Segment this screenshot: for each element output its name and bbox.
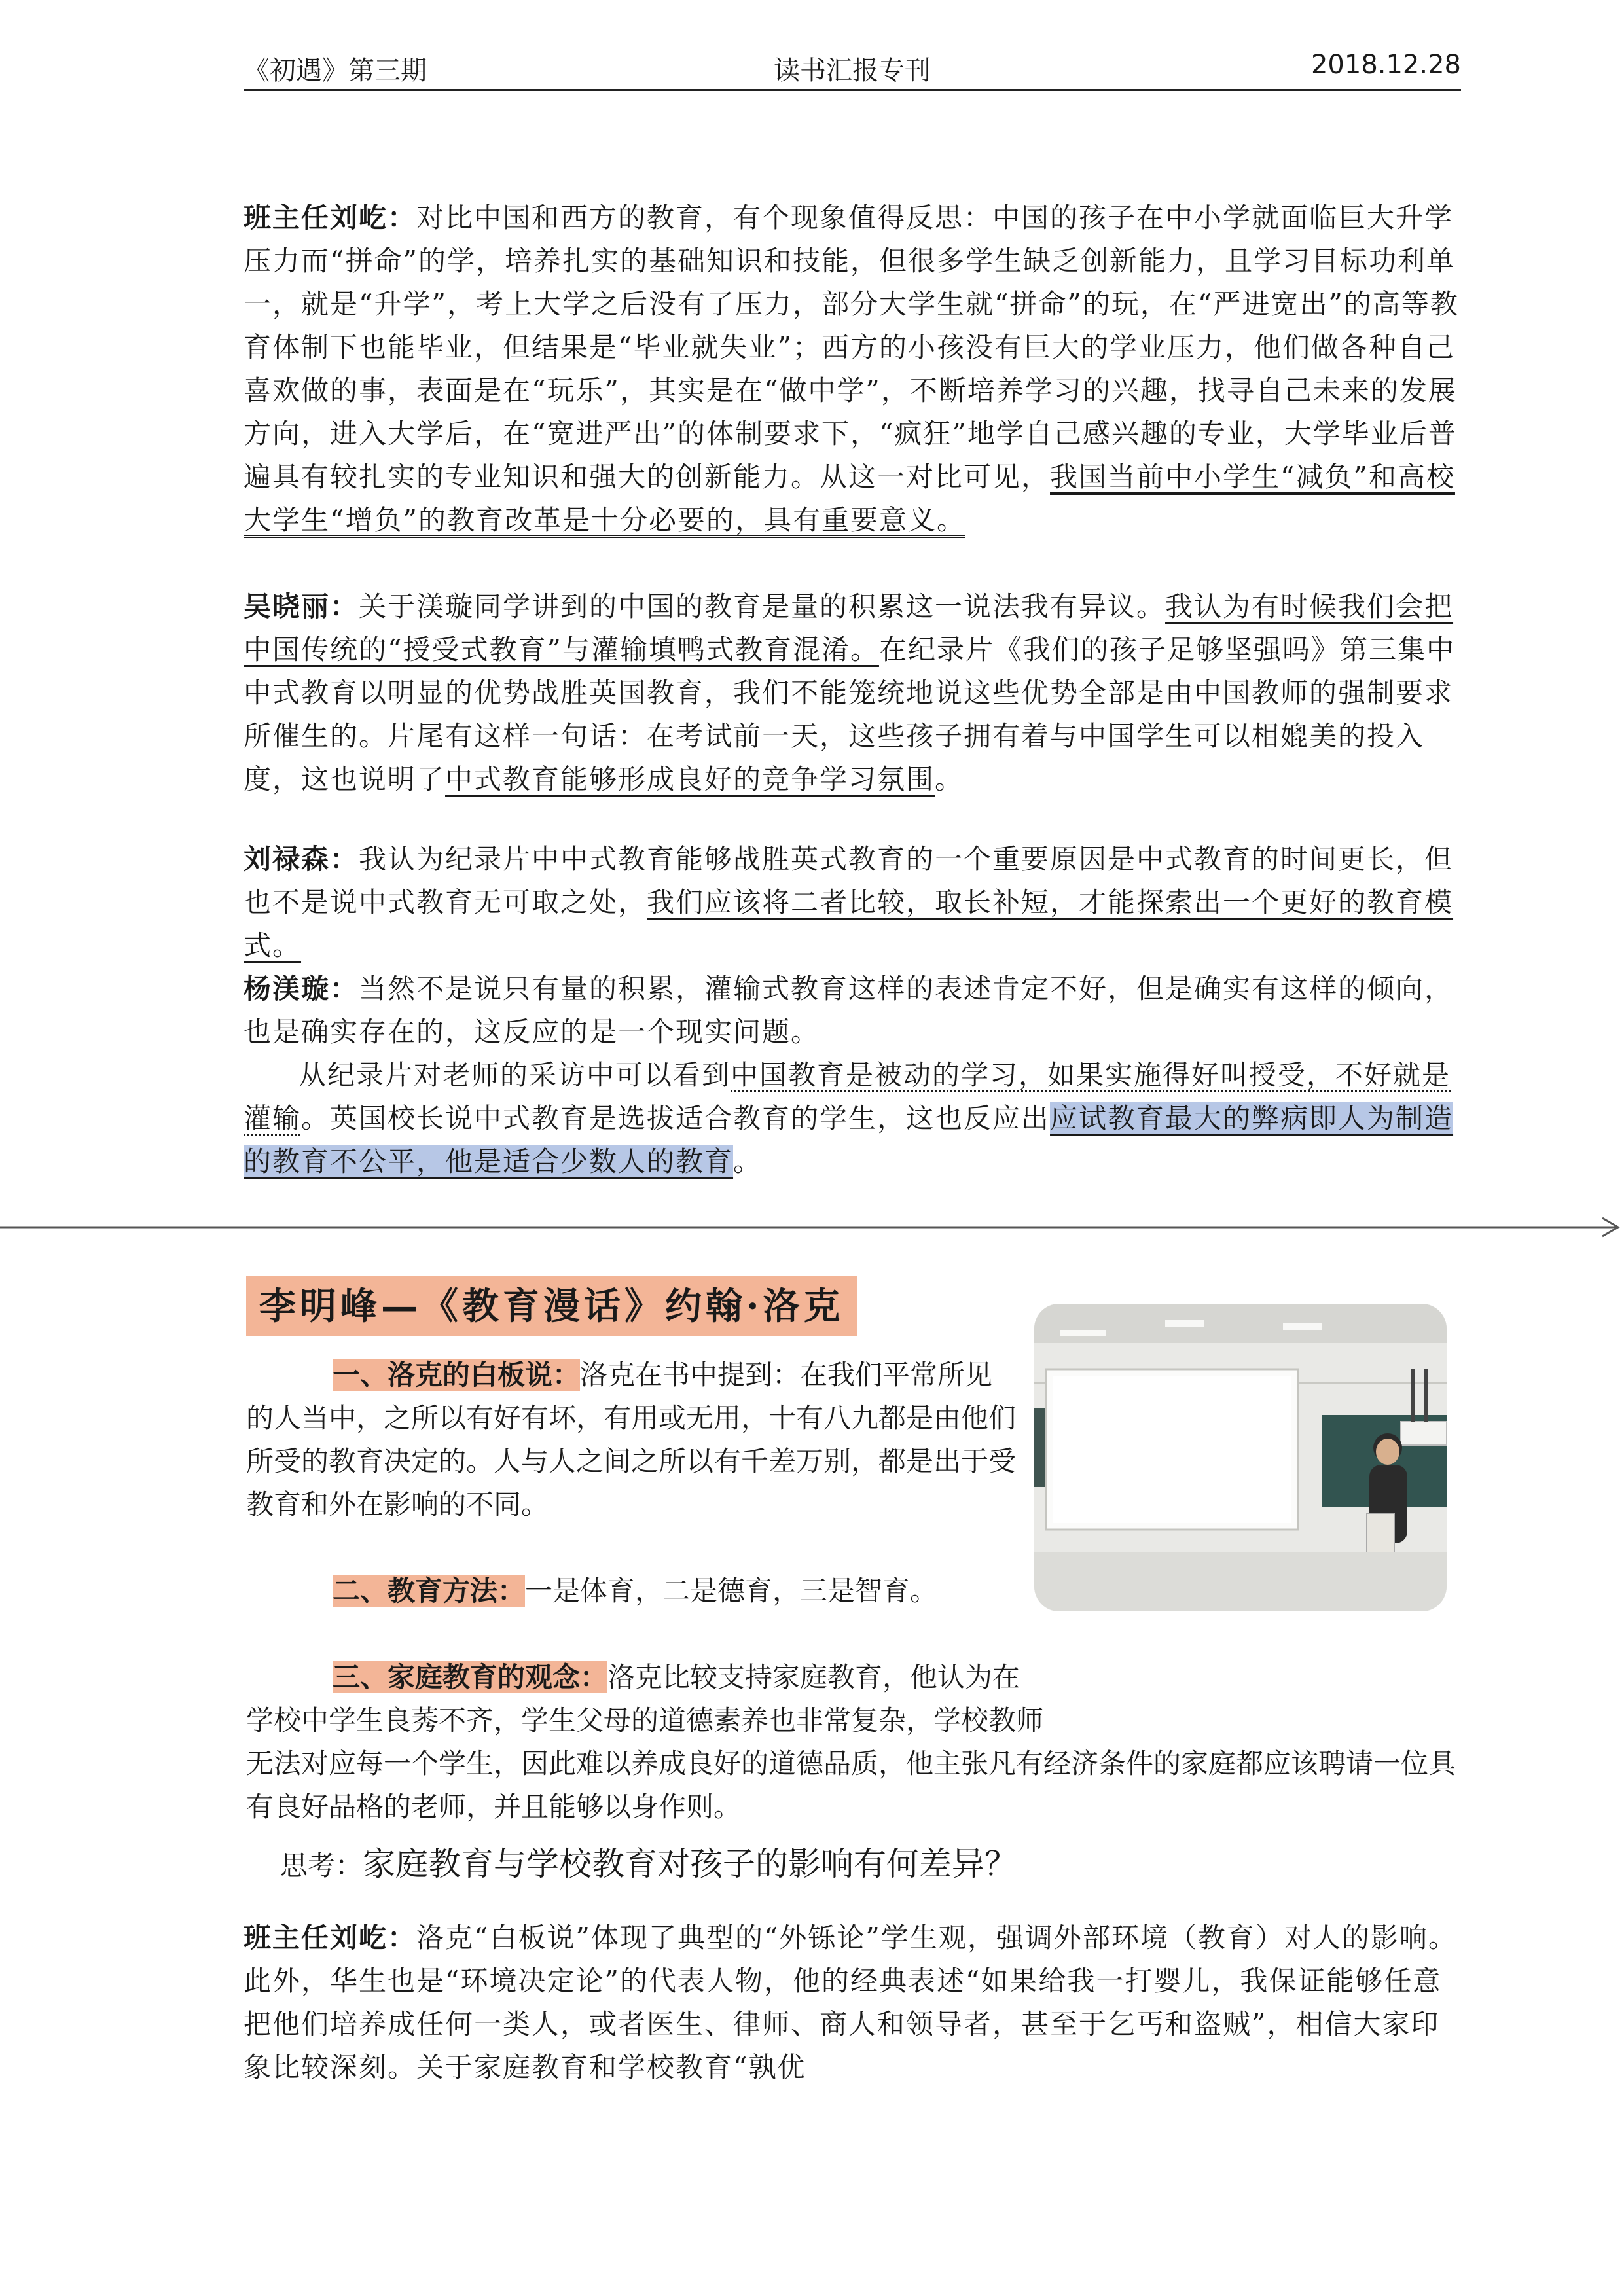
item-family-education: [246, 1656, 1464, 1829]
speaker-name: 班主任刘屹：: [244, 1922, 417, 1954]
issue-date: 2018.12.28: [1310, 50, 1461, 80]
item-text: 一是体育，二是德育，三是智育。: [525, 1575, 938, 1607]
item-label: 三、家庭教育的观念：: [333, 1661, 608, 1693]
item-text: 洛克比较支持家庭教育，他认为在学校中学生良莠不齐，学生父母的道德素养也非常复杂，学校教师无法对应每一个学生，因此难以养成良好的道德品质，他主张凡有经济条件的家庭都应该聘请一位具有良好品格的老师，并且能够以身作则。: [246, 1661, 1456, 1823]
paragraph-text: 洛克“白板说”体现了典型的“外铄论”学生观，强调外部环境（教育）对人的影响。此外，华生也是“环境决定论”的代表人物，他的经典表述“如果给我一打婴儿，我保证能够任意把他们培养成任何一类人，或者医生、律师、商人和领导者，甚至于乞丐和盗贼”，相信大家印象比较深刻。关于家庭教育和学校教育“孰优: [244, 1922, 1457, 2083]
paragraph-text: 我认为纪录片中中式教育能够战胜英式教育的一个重要原因是中式教育的时间更长，但也不是说中式教育无可取之处，: [244, 843, 1454, 918]
page-header: [244, 46, 1461, 91]
presentation-photo-icon: [1034, 1304, 1447, 1611]
think-question: [280, 1838, 1017, 1885]
emphasis-text: 我们应该将二者比较，取长补短，才能探索出一个更好的教育模式。: [244, 886, 1454, 961]
paragraph-text: 从纪录片对老师的采访中可以看到: [298, 1059, 731, 1091]
speaker-name: 班主任刘屹：: [244, 202, 417, 234]
paragraph-text: 在纪录片《我们的孩子足够坚强吗》第三集中中式教育以明显的优势战胜英国教育，我们不能笼统地说这些优势全部是由中国教师的强制要求所催生的。片尾有这样一句话：在考试前一天，这些孩子拥有着与中国学生可以相媲美的投入度，这也说明了: [244, 634, 1455, 795]
paragraph-summary: [244, 1054, 1461, 1183]
item-label: 二、教育方法：: [333, 1575, 526, 1607]
paragraph-liulusen: [244, 838, 1461, 967]
speaker-name: 杨渼璇：: [244, 973, 359, 1005]
issue-label: 《初遇》第三期: [244, 56, 427, 86]
section-divider-arrow: [0, 1214, 1624, 1240]
classroom-photo: [1034, 1304, 1447, 1611]
speaker-name: 刘禄森：: [244, 843, 359, 875]
highlighted-text: 应试教育最大的弊病即人为制造的教育不公平，他是适合少数人的教育: [244, 1102, 1454, 1177]
publication-title: 读书汇报专刊: [774, 56, 931, 86]
item-label: 一、洛克的白板说：: [333, 1359, 581, 1391]
photo-wrap-spacer: [1045, 1656, 1464, 1742]
emphasis-text: 我国当前中小学生“减负”和高校大学生“增负”的教育改革是十分必要的，具有重要意义。: [244, 461, 1455, 536]
paragraph-end: 。: [733, 1145, 763, 1177]
item-text: 洛克在书中提到：在我们平常所见的人当中，之所以有好有坏，有用或无用，十有八九都是由他们所受的教育决定的。人与人之间之所以有千差万别，都是出于受教育和外在影响的不同。: [246, 1359, 1017, 1520]
emphasis-text: 中式教育能够形成良好的竞争学习氛围: [445, 763, 935, 795]
section-title: 李明峰—《教育漫话》约翰·洛克: [246, 1276, 857, 1336]
think-text: 家庭教育与学校教育对孩子的影响有何差异？: [363, 1845, 1018, 1883]
paragraph-liuyi-2: [244, 1916, 1461, 2089]
item-education-methods: [246, 1570, 1019, 1613]
paragraph-wuxiaoli: [244, 585, 1461, 801]
paragraph-text: 对比中国和西方的教育，有个现象值得反思：中国的孩子在中小学就面临巨大升学压力而“拼命”的学，培养扎实的基础知识和技能，但很多学生缺乏创新能力，且学习目标功利单一，就是“升学”，考上大学之后没有了压力，部分大学生就“拼命”的玩，在“严进宽出”的高等教育体制下也能毕业，但结果是“毕业就失业”；西方的小孩没有巨大的学业压力，他们做各种自己喜欢做的事，表面是在“玩乐”，其实是在“做中学”，不断培养学习的兴趣，找寻自己未来的发展方向，进入大学后，在“宽进严出”的体制要求下，“疯狂”地学自己感兴趣的专业，大学毕业后普遍具有较扎实的专业知识和强大的创新能力。从这一对比可见，: [244, 202, 1459, 493]
paragraph-text: 。英国校长说中式教育是选拔适合教育的学生，这也反应出: [301, 1102, 1051, 1134]
item-whiteboard-theory: [246, 1354, 1019, 1526]
paragraph-yangmeixuan: [244, 967, 1461, 1054]
dotted-emphasis: 中国教育是被动的学习，如果实施得好叫授受，不好就是灌输: [244, 1059, 1451, 1134]
paragraph-liuyi-1: [244, 196, 1461, 542]
think-label: 思考：: [280, 1850, 363, 1882]
speaker-name: 吴晓丽：: [244, 590, 359, 622]
paragraph-text: 当然不是说只有量的积累，灌输式教育这样的表述肯定不好，但是确实有这样的倾向，也是确实存在的，这反应的是一个现实问题。: [244, 973, 1454, 1048]
paragraph-end: 。: [935, 763, 964, 795]
emphasis-text: 我认为有时候我们会把中国传统的“授受式教育”与灌输填鸭式教育混淆。: [244, 590, 1454, 666]
paragraph-text: 关于渼璇同学讲到的中国的教育是量的积累这一说法我有异议。: [359, 590, 1166, 622]
